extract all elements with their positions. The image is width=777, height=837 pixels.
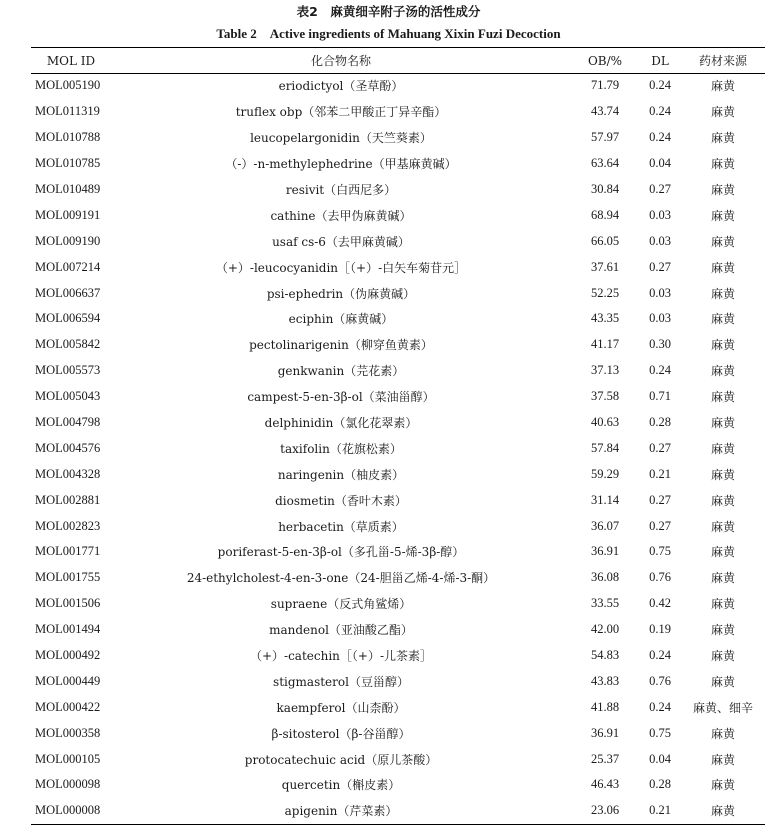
table-row: [31, 228, 765, 254]
cell-ob: 37.13: [590, 363, 620, 378]
cell-ob: 59.29: [590, 466, 620, 481]
table-row: [31, 617, 765, 643]
cell-ob: 36.08: [590, 570, 620, 585]
table-row: [31, 151, 765, 177]
cell-mol-id: MOL000098: [35, 777, 101, 792]
table-row: [31, 73, 765, 99]
cell-dl: 0.24: [649, 130, 671, 145]
cell-herb-source: 麻黄: [710, 157, 735, 172]
cell-mol-id: MOL010489: [35, 182, 101, 196]
cell-mol-id: MOL004576: [35, 440, 101, 455]
active-ingredients-table: [31, 48, 765, 824]
cell-compound-name: poriferast-5-en-3β-ol（多孔甾-5-烯-3β-醇）: [217, 545, 465, 560]
cell-mol-id: MOL000358: [35, 725, 101, 740]
cell-mol-id: MOL006637: [35, 285, 101, 300]
cell-mol-id: MOL004798: [35, 415, 101, 430]
cell-compound-name: leucopelargonidin（天竺葵素）: [250, 131, 432, 146]
cell-dl: 0.03: [649, 311, 671, 326]
cell-mol-id: MOL010785: [35, 156, 101, 171]
cell-herb-source: 麻黄: [710, 467, 735, 482]
cell-dl: 0.71: [649, 389, 671, 404]
cell-dl: 0.76: [649, 570, 671, 585]
cell-ob: 57.84: [590, 440, 620, 455]
cell-dl: 0.24: [649, 104, 671, 119]
cell-mol-id: MOL005573: [35, 363, 101, 378]
table-row: [31, 280, 765, 306]
cell-herb-source: 麻黄: [710, 804, 735, 819]
cell-herb-source: 麻黄: [710, 545, 735, 560]
cell-mol-id: MOL001771: [35, 544, 101, 559]
cell-dl: 0.03: [649, 207, 671, 222]
cell-compound-name: protocatechuic acid（原儿茶酸）: [244, 752, 438, 767]
table-row: [31, 513, 765, 539]
cell-compound-name: 24-ethylcholest-4-en-3-one（24-胆甾乙烯-4-烯-3-酮）: [186, 571, 496, 586]
table-row: [31, 798, 765, 824]
cell-herb-source: 麻黄: [710, 79, 735, 94]
cell-dl: 0.76: [649, 673, 671, 688]
cell-herb-source: 麻黄: [710, 338, 735, 353]
table-row: [31, 125, 765, 151]
cell-ob: 37.58: [590, 389, 620, 404]
cell-ob: 36.91: [590, 544, 620, 559]
table-body: [31, 73, 765, 824]
table-row: [31, 694, 765, 720]
cell-dl: 0.30: [649, 337, 671, 352]
cell-compound-name: stigmasterol（豆甾醇）: [273, 674, 409, 689]
cell-compound-name: naringenin（柚皮素）: [277, 467, 405, 482]
cell-mol-id: MOL010788: [35, 130, 101, 145]
cell-compound-name: herbacetin（草质素）: [278, 519, 404, 534]
cell-mol-id: MOL002881: [35, 492, 101, 507]
cell-ob: 57.97: [590, 130, 620, 145]
cell-dl: 0.27: [649, 259, 671, 274]
cell-herb-source: 麻黄: [710, 649, 735, 664]
cell-mol-id: MOL001506: [35, 596, 101, 611]
cell-herb-source: 麻黄: [710, 312, 735, 327]
cell-dl: 0.27: [649, 440, 671, 455]
cell-compound-name: apigenin（芹菜素）: [284, 804, 398, 819]
cell-herb-source: 麻黄: [710, 752, 735, 767]
cell-mol-id: MOL005043: [35, 389, 101, 404]
cell-herb-source: 麻黄: [710, 234, 735, 249]
table-row: [31, 565, 765, 591]
table-row: [31, 332, 765, 358]
table-row: [31, 720, 765, 746]
table-row: [31, 384, 765, 410]
table-row: [31, 99, 765, 125]
cell-ob: 41.17: [590, 337, 620, 352]
cell-ob: 46.43: [590, 777, 620, 792]
cell-compound-name: psi-ephedrin（伪麻黄碱）: [266, 286, 416, 301]
cell-dl: 0.24: [649, 699, 671, 714]
cell-compound-name: resivit（白西尼多）: [285, 183, 397, 197]
cell-compound-name: delphinidin（氯化花翠素）: [264, 416, 418, 431]
cell-herb-source: 麻黄: [710, 597, 735, 612]
cell-compound-name: quercetin（槲皮素）: [281, 778, 401, 793]
cell-compound-name: pectolinarigenin（柳穿鱼黄素）: [249, 338, 433, 353]
cell-dl: 0.21: [649, 466, 671, 481]
cell-ob: 43.74: [590, 104, 620, 119]
cell-herb-source: 麻黄: [710, 131, 735, 146]
cell-dl: 0.75: [649, 725, 671, 740]
cell-compound-name: genkwanin（芫花素）: [277, 364, 405, 379]
table-row: [31, 202, 765, 228]
cell-ob: 36.91: [590, 725, 620, 740]
table-row: [31, 643, 765, 669]
cell-ob: 31.14: [590, 492, 620, 507]
cell-compound-name: （-）-n-methylephedrine（甲基麻黄碱）: [225, 157, 457, 172]
cell-mol-id: MOL007214: [35, 259, 101, 274]
cell-mol-id: MOL009190: [35, 233, 101, 248]
table-row: [31, 306, 765, 332]
cell-compound-name: β-sitosterol（β-谷甾醇）: [271, 726, 411, 741]
cell-ob: 63.64: [590, 156, 620, 171]
cell-compound-name: taxifolin（花旗松素）: [280, 441, 402, 456]
cell-herb-source: 麻黄: [710, 778, 735, 793]
cell-dl: 0.03: [649, 285, 671, 300]
cell-mol-id: MOL002823: [35, 518, 101, 533]
cell-dl: 0.75: [649, 544, 671, 559]
cell-dl: 0.27: [649, 182, 671, 196]
table-row: [31, 668, 765, 694]
cell-herb-source: 麻黄: [710, 726, 735, 741]
cell-mol-id: MOL001494: [35, 622, 101, 637]
cell-herb-source: 麻黄: [710, 493, 735, 508]
cell-herb-source: 麻黄: [710, 416, 735, 431]
cell-ob: 43.83: [590, 673, 620, 688]
cell-dl: 0.24: [649, 648, 671, 663]
cell-dl: 0.27: [649, 518, 671, 533]
cell-ob: 36.07: [590, 518, 620, 533]
table-row: [31, 410, 765, 436]
table-row: [31, 591, 765, 617]
cell-ob: 71.79: [590, 78, 620, 93]
cell-compound-name: eriodictyol（圣草酚）: [278, 79, 404, 94]
cell-compound-name: （+）-catechin［（+）-儿茶素］: [249, 649, 433, 664]
cell-mol-id: MOL005190: [35, 78, 101, 93]
cell-mol-id: MOL000105: [35, 751, 101, 766]
cell-mol-id: MOL001755: [35, 570, 101, 585]
cell-ob: 30.84: [590, 182, 620, 196]
cell-dl: 0.27: [649, 492, 671, 507]
cell-compound-name: （+）-leucocyanidin［（+）-白矢车菊苷元］: [215, 260, 467, 275]
cell-ob: 43.35: [590, 311, 620, 326]
cell-herb-source: 麻黄: [710, 105, 735, 120]
cell-ob: 23.06: [590, 803, 620, 818]
cell-compound-name: supraene（反式角鲨烯）: [270, 597, 412, 612]
cell-dl: 0.21: [649, 803, 671, 818]
cell-ob: 66.05: [590, 233, 620, 248]
table-title-english: Table 2 Active ingredients of Mahuang Xixin Fuzi Decoction: [216, 26, 561, 41]
cell-compound-name: usaf cs-6（去甲麻黄碱）: [272, 234, 410, 249]
cell-herb-source: 麻黄: [710, 260, 735, 275]
cell-ob: 25.37: [590, 751, 620, 766]
header-mol-id: MOL ID: [46, 53, 96, 68]
table-row: [31, 435, 765, 461]
table-row: [31, 358, 765, 384]
cell-herb-source: 麻黄: [710, 286, 735, 301]
cell-compound-name: kaempferol（山柰酚）: [276, 700, 406, 715]
cell-dl: 0.04: [649, 156, 671, 171]
table-row: [31, 177, 765, 203]
cell-herb-source: 麻黄: [710, 519, 735, 534]
table-bottom-rule: [31, 824, 765, 825]
header-herb-source: 药材来源: [698, 54, 747, 68]
cell-mol-id: MOL011319: [35, 104, 100, 119]
table-header-row: [31, 48, 765, 73]
table-row: [31, 539, 765, 565]
cell-dl: 0.19: [649, 622, 671, 637]
cell-herb-source: 麻黄: [710, 364, 735, 379]
cell-ob: 52.25: [590, 285, 620, 300]
cell-ob: 41.88: [590, 699, 620, 714]
table-row: [31, 772, 765, 798]
cell-ob: 37.61: [590, 259, 620, 274]
cell-compound-name: truflex obp（邻苯二甲酸正丁异辛酯）: [235, 105, 447, 120]
cell-dl: 0.24: [649, 78, 671, 93]
cell-dl: 0.24: [649, 363, 671, 378]
cell-dl: 0.04: [649, 751, 671, 766]
cell-mol-id: MOL000449: [35, 673, 101, 688]
header-compound-name: 化合物名称: [310, 54, 371, 68]
cell-mol-id: MOL004328: [35, 466, 101, 481]
cell-herb-source: 麻黄、细辛: [692, 700, 753, 715]
cell-compound-name: eciphin（麻黄碱）: [288, 312, 394, 327]
cell-dl: 0.42: [649, 596, 671, 611]
table-title-chinese: 表2 麻黄细辛附子汤的活性成分: [296, 4, 481, 19]
cell-compound-name: cathine（去甲伪麻黄碱）: [270, 208, 412, 223]
cell-herb-source: 麻黄: [710, 571, 735, 586]
header-dl: DL: [651, 53, 669, 68]
cell-ob: 54.83: [590, 648, 620, 663]
cell-mol-id: MOL000492: [35, 648, 101, 663]
cell-herb-source: 麻黄: [710, 183, 735, 197]
cell-compound-name: diosmetin（香叶木素）: [275, 493, 407, 508]
table-row: [31, 461, 765, 487]
cell-herb-source: 麻黄: [710, 208, 735, 223]
cell-dl: 0.28: [649, 415, 671, 430]
cell-ob: 40.63: [590, 415, 620, 430]
cell-mol-id: MOL006594: [35, 311, 101, 326]
cell-herb-source: 麻黄: [710, 623, 735, 638]
cell-mol-id: MOL000008: [35, 803, 101, 818]
cell-mol-id: MOL000422: [35, 699, 101, 714]
cell-compound-name: campest-5-en-3β-ol（菜油甾醇）: [247, 390, 435, 405]
cell-mol-id: MOL005842: [35, 337, 101, 352]
table-row: [31, 254, 765, 280]
table-row: [31, 487, 765, 513]
cell-ob: 33.55: [590, 596, 620, 611]
table-row: [31, 746, 765, 772]
cell-dl: 0.03: [649, 233, 671, 248]
cell-ob: 42.00: [590, 622, 620, 637]
cell-mol-id: MOL009191: [35, 207, 101, 222]
cell-compound-name: mandenol（亚油酸乙酯）: [269, 623, 413, 638]
header-ob: OB/%: [587, 53, 623, 68]
cell-ob: 68.94: [590, 207, 620, 222]
cell-herb-source: 麻黄: [710, 390, 735, 405]
cell-herb-source: 麻黄: [710, 441, 735, 456]
cell-herb-source: 麻黄: [710, 674, 735, 689]
cell-dl: 0.28: [649, 777, 671, 792]
